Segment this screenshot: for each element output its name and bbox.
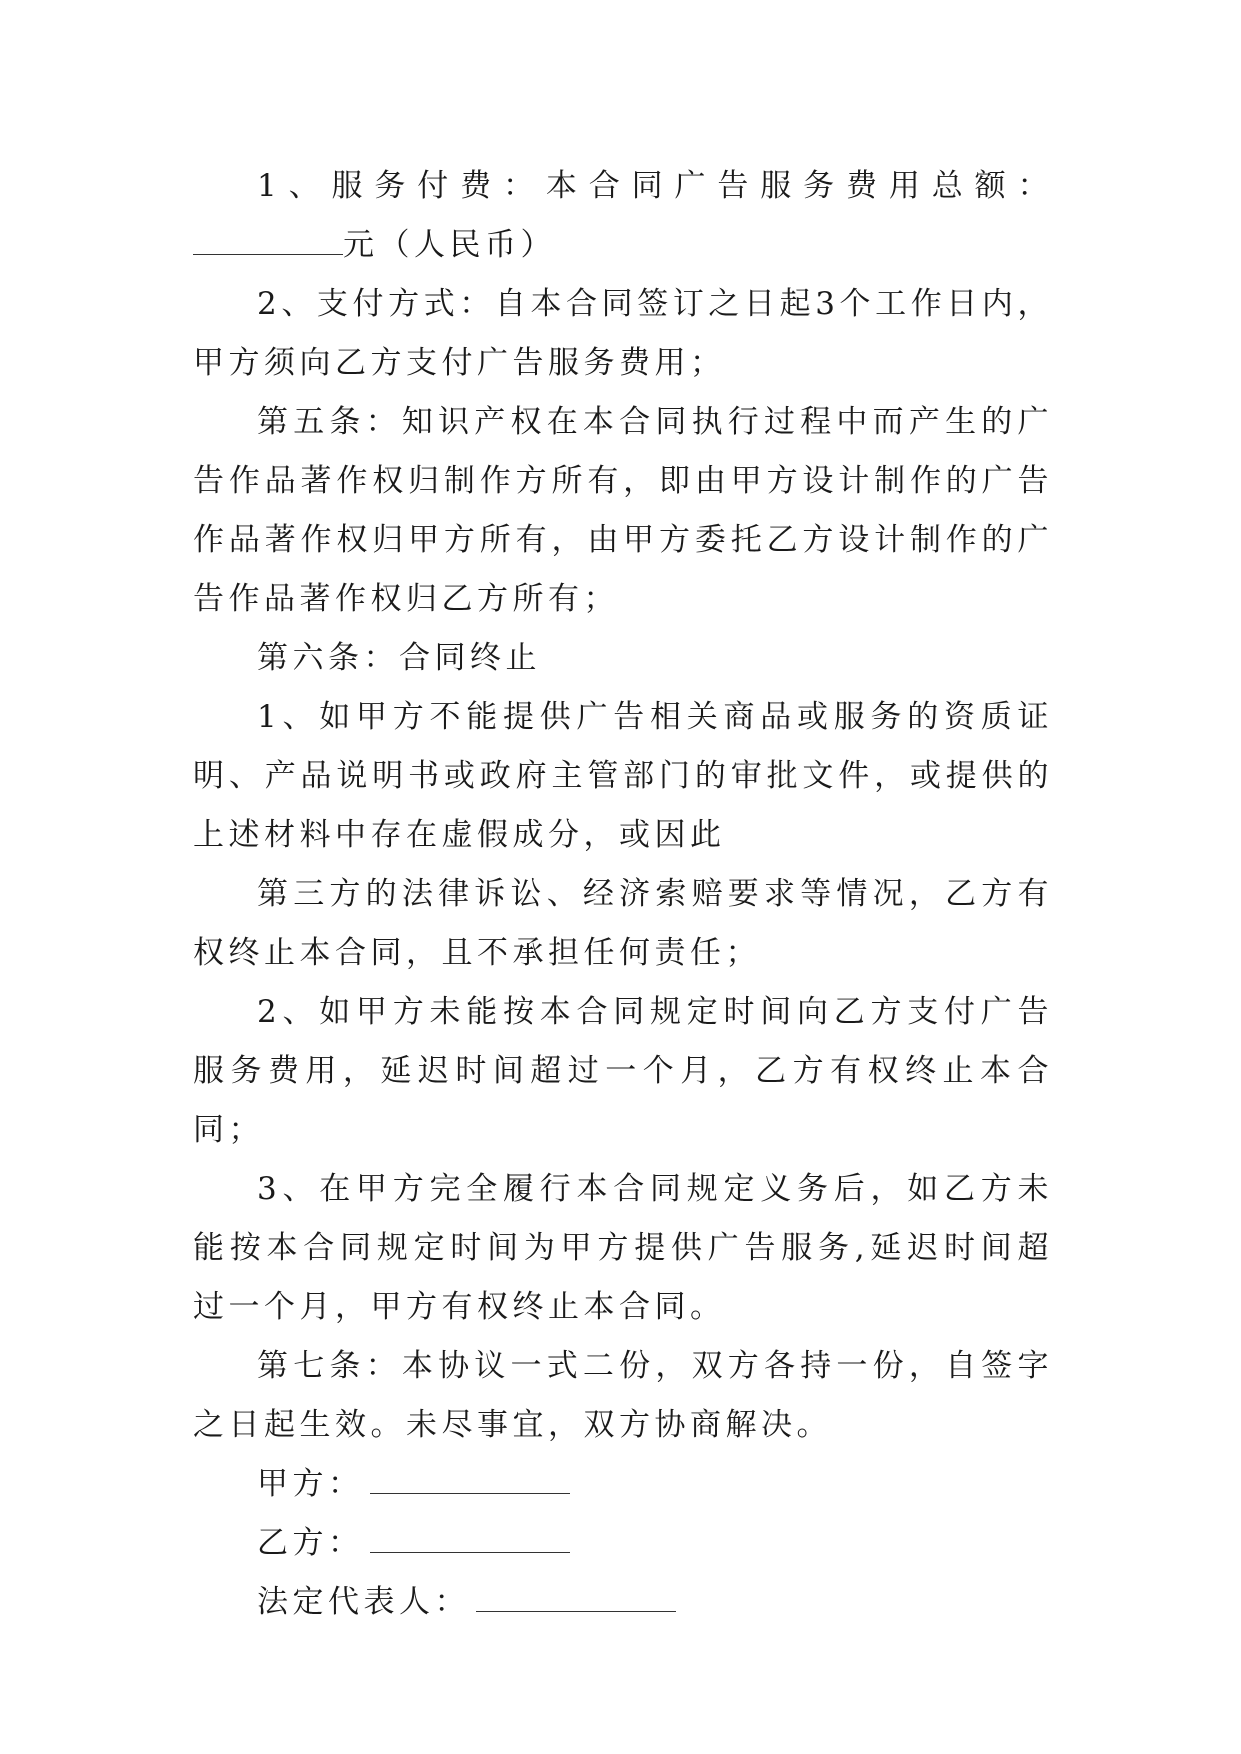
clause-7: 第七条：本协议一式二份，双方各持一份，自签字之日起生效。未尽事宜，双方协商解决。 [193, 1348, 1053, 1443]
fee-currency-unit: 元（人民币） [343, 227, 556, 263]
clause-6-item-3: 3、在甲方完全履行本合同规定义务后，如乙方未能按本合同规定时间为甲方提供广告服务,延迟时间超过一个月，甲方有权终止本合同。 [193, 1171, 1053, 1325]
legal-rep-label: 法定代表人： [257, 1584, 470, 1620]
party-a-label: 甲方： [257, 1466, 364, 1502]
party-a-signature-line [193, 1455, 1053, 1514]
fee-total-label: 1、服务付费：本合同广告服务费用总额： [257, 168, 1053, 204]
party-b-signature-line [193, 1514, 1053, 1573]
contract-text [193, 157, 1053, 1632]
party-b-blank [370, 1520, 570, 1553]
fee-amount-blank [193, 222, 343, 255]
party-b-label: 乙方： [257, 1525, 364, 1561]
clause-6-item-1-continued: 第三方的法律诉讼、经济索赔要求等情况，乙方有权终止本合同，且不承担任何责任； [193, 876, 1053, 971]
clause-6-title: 第六条：合同终止 [257, 640, 541, 676]
legal-rep-blank [476, 1579, 676, 1612]
clause-6-item-1: 1、如甲方不能提供广告相关商品或服务的资质证明、产品说明书或政府主管部门的审批文件，或提供的上述材料中存在虚假成分，或因此 [193, 699, 1053, 853]
clause-5: 第五条：知识产权在本合同执行过程中而产生的广告作品著作权归制作方所有，即由甲方设计制作的广告作品著作权归甲方所有，由甲方委托乙方设计制作的广告作品著作权归乙方所有； [193, 404, 1053, 617]
clause-6-item-2: 2、如甲方未能按本合同规定时间向乙方支付广告服务费用，延迟时间超过一个月，乙方有权终止本合同； [193, 994, 1053, 1148]
clause-4-item-2: 2、支付方式：自本合同签订之日起3个工作日内，甲方须向乙方支付广告服务费用； [193, 286, 1053, 381]
party-a-blank [370, 1461, 570, 1494]
clause-4-item-1 [193, 157, 1053, 275]
legal-rep-signature-line [193, 1573, 1053, 1632]
